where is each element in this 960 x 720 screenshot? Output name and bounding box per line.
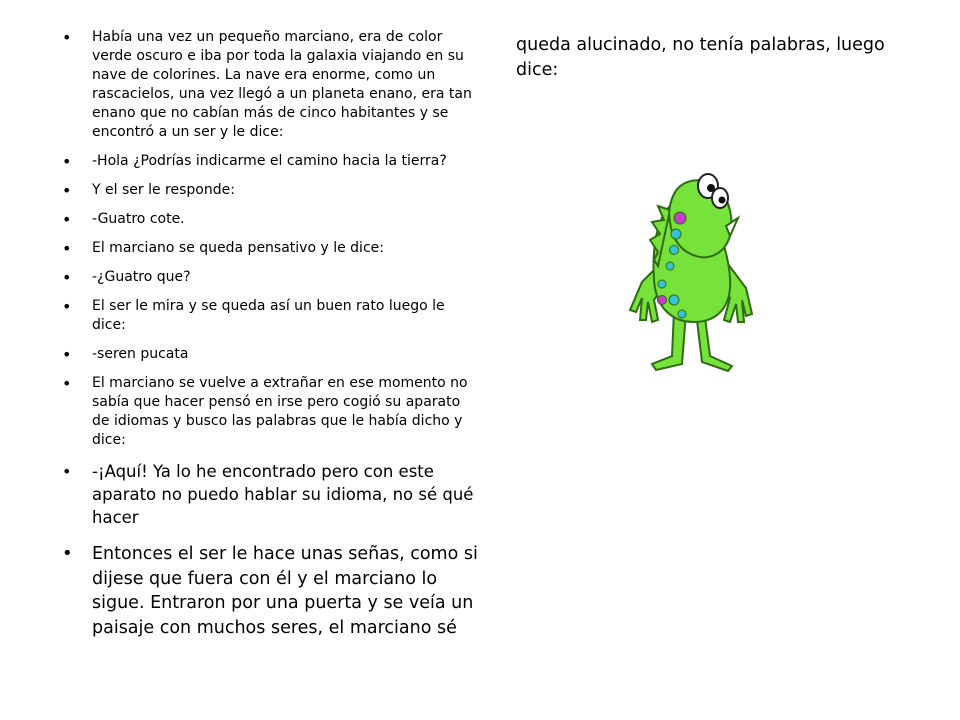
- story-right-column: [516, 33, 916, 83]
- monster-spot-cyan-6: [678, 310, 686, 318]
- monster-spot-cyan-3: [666, 262, 674, 270]
- story-bullet-greeting: • -Hola ¿Podrías indicarme el camino hacia la tierra?: [62, 152, 482, 171]
- monster-spot-cyan-5: [669, 295, 679, 305]
- story-continuation-text: queda alucinado, no tenía palabras, luego dice:: [516, 35, 885, 80]
- monster-spot-cyan-1: [671, 229, 681, 239]
- story-bullet-seren-pucata: • -seren pucata: [62, 345, 482, 364]
- story-left-column: [62, 28, 482, 648]
- story-bullet-found-it: • -¡Aquí! Ya lo he encontrado pero con este aparato no puedo hablar su idioma, no sé qué hacer: [62, 460, 482, 529]
- monster-right-pupil: [719, 197, 726, 204]
- story-bullet-pensive: • El marciano se queda pensativo y le dice:: [62, 239, 482, 258]
- story-bullet-language-device: • El marciano se vuelve a extrañar en ese momento no sabía que hacer pensó en irse pero cogió su aparato de idiomas y busco las palabras que le había dicho y dice:: [62, 374, 482, 450]
- green-monster-illustration: [612, 160, 774, 372]
- story-bullet-guatro-cote: • -Guatro cote.: [62, 210, 482, 229]
- monster-spot-cyan-2: [670, 246, 679, 255]
- story-bullet-stare: • El ser le mira y se queda así un buen rato luego le dice:: [62, 297, 482, 335]
- story-bullet-intro: • Había una vez un pequeño marciano, era de color verde oscuro e iba por toda la galaxia viajando en su nave de colorines. La nave era enorme, como un rascacielos, una vez llegó a un planeta enano, era tan enano que no cabían más de cinco habitantes y se encontró a un ser y le dice:: [62, 28, 482, 142]
- monster-spot-magenta: [674, 212, 686, 224]
- story-bullet-reply-intro: • Y el ser le responde:: [62, 181, 482, 200]
- story-bullet-signals: • Entonces el ser le hace unas señas, como si dijese que fuera con él y el marciano lo sigue. Entraron por una puerta y se veía un paisaje con muchos seres, el marciano sé: [62, 542, 482, 640]
- monster-spot-magenta-2: [658, 296, 667, 305]
- monster-spot-cyan-4: [658, 280, 666, 288]
- story-bullet-guatro-que: • -¿Guatro que?: [62, 268, 482, 287]
- story-bullet-list: [62, 28, 482, 640]
